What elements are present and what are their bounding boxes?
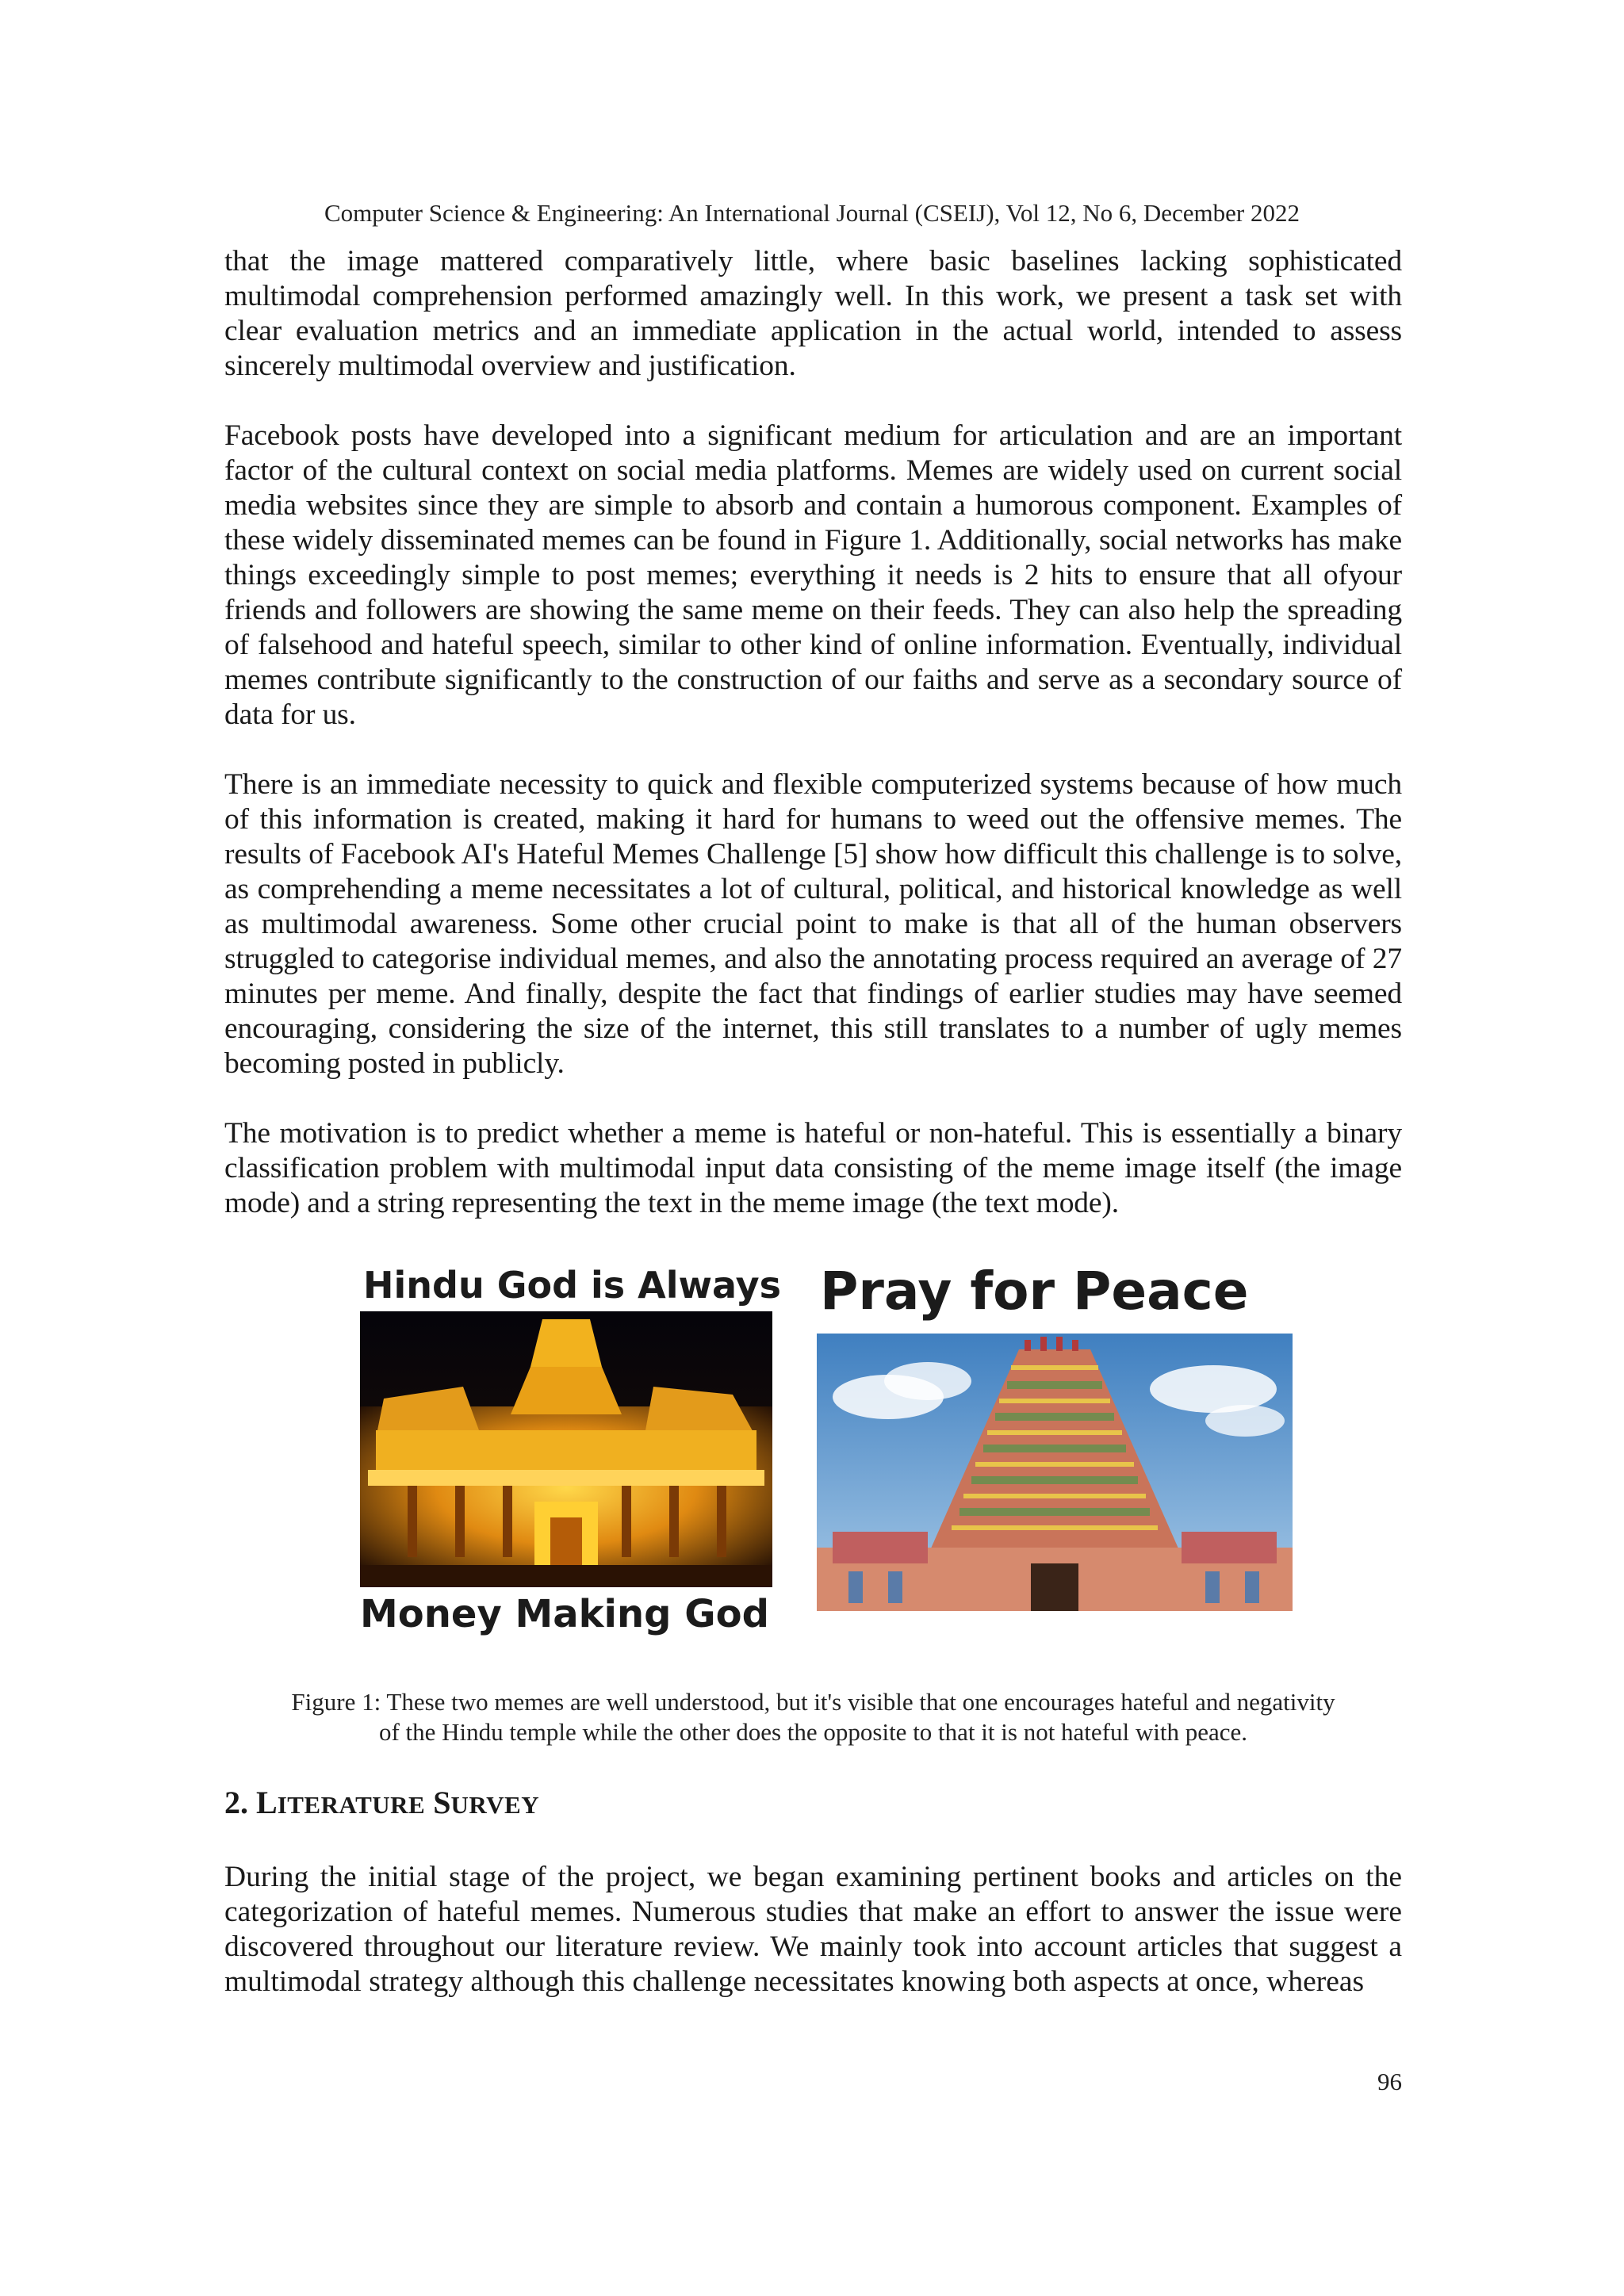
- running-header: Computer Science & Engineering: An International Journal (CSEIJ), Vol 12, No 6, December 2022: [324, 199, 1300, 227]
- paragraph: The motivation is to predict whether a meme is hateful or non-hateful. This is essentially a binary classification problem with multimodal input data consisting of the meme image itself (the image mode) and a string representing the text in the meme image (the text mode).: [224, 1117, 1402, 1219]
- figure-1: [349, 1261, 1300, 1641]
- body-text: [224, 244, 1402, 1256]
- caption-line-1: Figure 1: These two memes are well understood, but it's visible that one encourages hateful and negativity: [291, 1688, 1335, 1716]
- page-number: 96: [1377, 2068, 1402, 2095]
- meme-left-bottom-text: Money Making God: [360, 1592, 769, 1636]
- paragraph: There is an immediate necessity to quick and flexible computerized systems because of how much of this information is created, making it hard for humans to weed out the offensive memes. The results of Facebook AI's Hateful Memes Challenge [5] show how difficult this challenge is to solve, as comprehending a meme necessitates a lot of cultural, political, and historical knowledge as well as multimodal awareness. Some other crucial point to make is that all of the human observers struggled to categorise individual memes, and also the annotating process required an average of 27 minutes per meme. And finally, despite the fact that findings of earlier studies may have seemed encouraging, considering the size of the internet, this still translates to a number of ugly memes becoming posted in publicly.: [224, 768, 1402, 1080]
- section-title-initial: L: [256, 1785, 278, 1820]
- gopuram-temple-image: [817, 1334, 1293, 1611]
- paragraph: Facebook posts have developed into a significant medium for articulation and are an important factor of the cultural context on social media platforms. Memes are widely used on current social media websites since they are simple to absorb and contain a humorous component. Examples of these widely disseminated memes can be found in Figure 1. Additionally, social networks has make things exceedingly simple to post memes; everything it needs is 2 hits to ensure that all ofyour friends and followers are showing the same meme on their feeds. They can also help the spreading of falsehood and hateful speech, similar to other kind of online information. Eventually, individual memes contribute significantly to the construction of our faiths and serve as a secondary source of data for us.: [224, 419, 1402, 731]
- meme-right-top-text: Pray for Peace: [820, 1261, 1249, 1322]
- section-title-rest: ITERATURE: [277, 1791, 426, 1819]
- section-title-rest: URVEY: [450, 1791, 540, 1819]
- night-temple-image: [360, 1311, 772, 1587]
- caption-line-2: of the Hindu temple while the other does the opposite to that it is not hateful with peace.: [378, 1718, 1248, 1746]
- paragraph: that the image mattered comparatively little, where basic baselines lacking sophisticated multimodal comprehension performed amazingly well. In this work, we present a task set with clear evaluation metrics and an immediate application in the actual world, intended to assess sincerely multimodal overview and justification.: [224, 245, 1402, 382]
- meme-left: [357, 1261, 782, 1641]
- section-title-initial: S: [433, 1785, 451, 1820]
- figure-caption: [224, 1687, 1402, 1747]
- section-heading: [224, 1784, 539, 1821]
- meme-right: [817, 1261, 1293, 1625]
- section-paragraph: During the initial stage of the project, we began examining pertinent books and articles on the categorization of hateful memes. Numerous studies that make an effort to answer the issue were discovered throughout our literature review. We mainly took into account articles that suggest a multimodal strategy although this challenge necessitates knowing both aspects at once, whereas: [224, 1861, 1402, 1998]
- meme-left-top-text: Hindu God is Always: [363, 1264, 782, 1307]
- section-number: 2.: [224, 1785, 248, 1820]
